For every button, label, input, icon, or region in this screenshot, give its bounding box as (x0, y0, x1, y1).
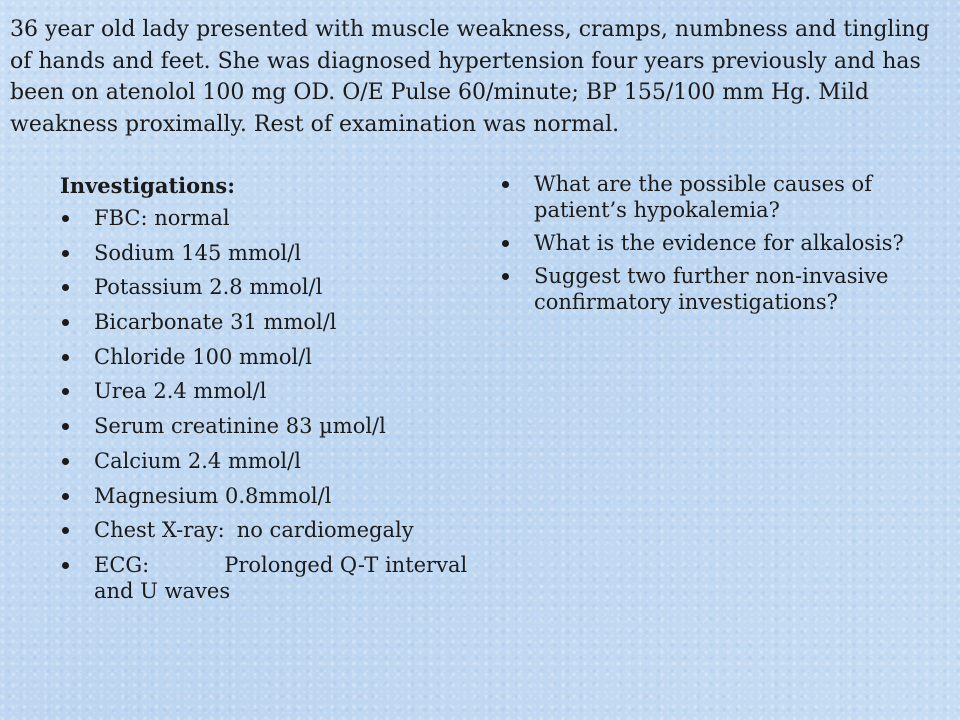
bullet-icon (62, 388, 69, 395)
list-item (58, 378, 478, 404)
case-description: 36 year old lady presented with muscle weakness, cramps, numbness and tingling of hands and feet. She was diagnosed hypertension four years previously and has been on atenolol 100 mg OD. O/E Pulse 60/minute; BP 155/100 mm Hg. Mild weakness proximally. Rest of examination was normal. (10, 17, 930, 137)
list-item (58, 205, 478, 231)
investigation-text: Chloride 100 mmol/l (94, 344, 312, 369)
chest-xray-value: no cardiomegaly (236, 518, 414, 543)
investigation-text: Urea 2.4 mmol/l (94, 379, 267, 404)
bullet-icon (62, 423, 69, 430)
bullet-icon (502, 273, 509, 280)
list-item (58, 274, 478, 300)
list-item (498, 230, 918, 256)
list-item (58, 413, 478, 439)
list-item-ecg (58, 552, 478, 604)
investigation-text: Magnesium 0.8mmol/l (94, 483, 332, 508)
investigation-text: Calcium 2.4 mmol/l (94, 448, 301, 473)
bullet-icon (62, 562, 69, 569)
ecg-value: Prolonged Q-T interval and U waves (94, 552, 468, 603)
bullet-icon (62, 458, 69, 465)
bullet-icon (62, 493, 69, 500)
questions-column (498, 171, 918, 322)
bullet-icon (62, 215, 69, 222)
investigations-list (58, 205, 478, 604)
bullet-icon (502, 240, 509, 247)
investigation-text: FBC: normal (94, 206, 230, 230)
list-item (498, 171, 918, 223)
investigation-text: Serum creatinine 83 µmol/l (94, 414, 386, 439)
bullet-icon (502, 181, 509, 188)
list-item (58, 240, 478, 266)
investigations-heading: Investigations: (60, 173, 235, 198)
investigation-text: Potassium 2.8 mmol/l (94, 275, 323, 300)
bullet-icon (62, 250, 69, 257)
list-item (498, 263, 918, 315)
questions-list (498, 171, 918, 315)
bullet-icon (62, 319, 69, 326)
question-text: Suggest two further non-invasive confirmatory investigations? (534, 264, 889, 314)
investigation-text: Sodium 145 mmol/l (94, 240, 302, 265)
bullet-icon (62, 354, 69, 361)
list-item (58, 309, 478, 335)
chest-xray-label: Chest X-ray: (94, 518, 225, 543)
list-item-chest-xray (58, 517, 478, 543)
investigation-text: Bicarbonate 31 mmol/l (94, 310, 337, 335)
bullet-icon (62, 527, 69, 534)
investigations-column (58, 171, 478, 613)
list-item (58, 448, 478, 474)
list-item (58, 483, 478, 509)
question-text: What is the evidence for alkalosis? (534, 231, 904, 255)
ecg-label: ECG: (94, 552, 150, 577)
bullet-icon (62, 284, 69, 291)
list-item (58, 344, 478, 370)
question-text: What are the possible causes of patient’s hypokalemia? (534, 172, 872, 222)
